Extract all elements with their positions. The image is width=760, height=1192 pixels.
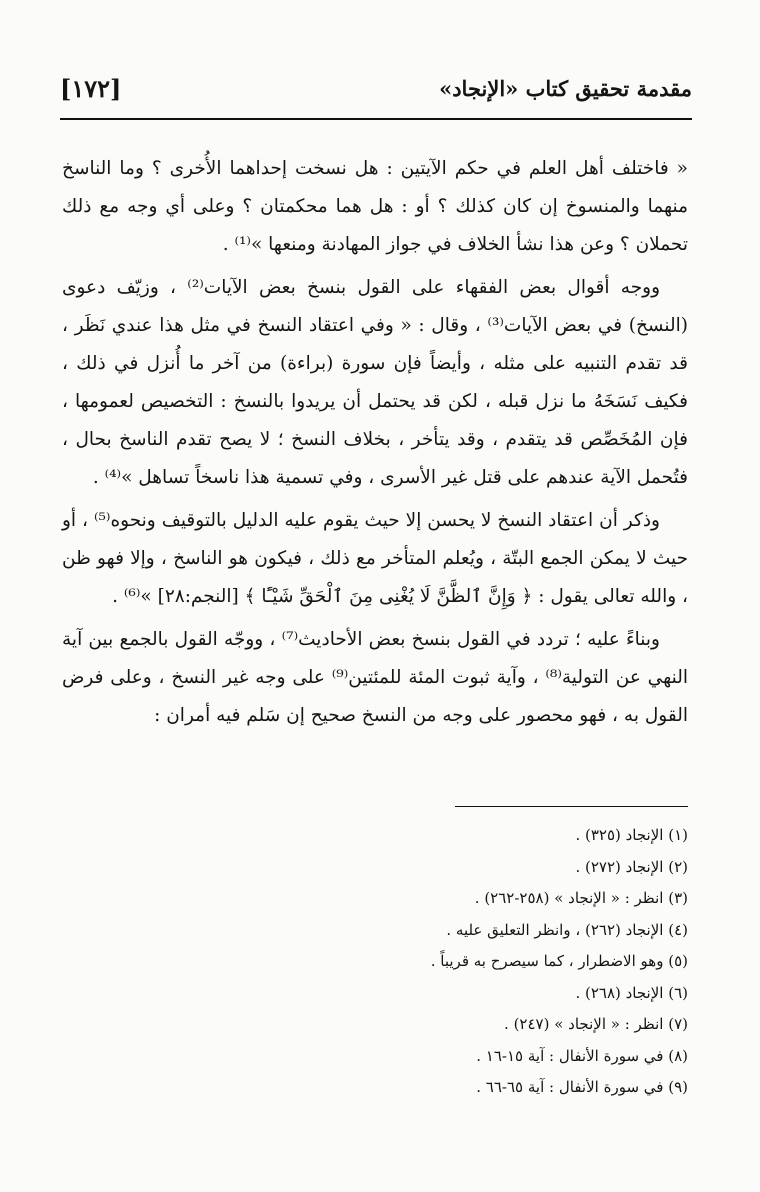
footnote-item: (٥) وهو الاضطرار ، كما سيصرح به قريباً . (430, 952, 688, 970)
footnote-item: (٤) الإنجاد (٢٦٢) ، وانظر التعليق عليه . (446, 920, 688, 939)
footnote-item: (٩) في سورة الأنفال : آية ٦٥-٦٦ . (476, 1078, 688, 1096)
page-number: [١٧٢] (60, 73, 122, 103)
running-title: مقدمة تحقيق كتاب «الإنجاد» (439, 75, 692, 101)
footnotes (62, 820, 688, 1104)
paragraph: ووجه أقوال بعض الفقهاء على القول بنسخ بعض الآيات⁽²⁾ ، وزيّف دعوى (النسخ) في بعض الآيات⁽³⁾ ، وقال : « وفي اعتقاد النسخ في مثل هذا عندي نَظَر ، قد تقدم التنبيه على مثله ، وأيضاً فإن سورة (براءة) من آخر ما أُنزل في ذلك ، فكيف نَسَخَهُ ما نزل قبله ، لكن قد يحتمل أن يريدوا بالنسخ : التخصيص لعمومها ، فإن المُخَصِّص قد يتقدم ، وقد يتأخر ، بخلاف النسخ ؛ لا يصح تقدم الناسخ بحال ، فتُحمل الآية عندهم على قتل غير الأسرى ، وفي تسمية هذا ناسخاً تساهل »⁽⁴⁾ . (62, 277, 688, 488)
page-header (60, 66, 692, 110)
footnote-item: (١) الإنجاد (٣٢٥) . (575, 826, 688, 844)
main-text (62, 150, 688, 740)
paragraph: وذكر أن اعتقاد النسخ لا يحسن إلا حيث يقوم عليه الدليل بالتوقيف ونحوه⁽⁵⁾ ، أو حيث لا يمكن الجمع البتّة ، ويُعلم المتأخر مع ذلك ، فيكون هو الناسخ ، وإلا فهو ظن ، والله تعالى يقول : ﴿ وَإِنَّ ٱلظَّنَّ لَا يُغْنِى مِنَ ٱلْحَقِّ شَيْـًٔا ﴾ [النجم:٢٨] »⁽⁶⁾ . (62, 510, 688, 607)
header-divider (60, 118, 692, 120)
footnote-item: (٦) الإنجاد (٢٦٨) . (575, 983, 688, 1002)
footnote-item: (٢) الإنجاد (٢٧٢) . (575, 857, 688, 876)
footnote-item: (٣) انظر : « الإنجاد » (٢٥٨-٢٦٢) . (474, 889, 688, 907)
footnote-divider (455, 806, 688, 807)
footnote-item: (٧) انظر : « الإنجاد » (٢٤٧) . (504, 1015, 688, 1033)
paragraph-quote: « فاختلف أهل العلم في حكم الآيتين : هل نسخت إحداهما الأُخرى ؟ وما الناسخ منهما والمنسوخ إن كان كذلك ؟ أو : هل هما محكمتان ؟ وعلى أي وجه مع ذلك تحملان ؟ وعن هذا نشأ الخلاف في جواز المهادنة ومنعها »⁽¹⁾ . (62, 158, 688, 255)
footnote-item: (٨) في سورة الأنفال : آية ١٥-١٦ . (476, 1046, 688, 1065)
paragraph: وبناءً عليه ؛ تردد في القول بنسخ بعض الأحاديث⁽⁷⁾ ، ووجّه القول بالجمع بين آية النهي عن التولية⁽⁸⁾ ، وآية ثبوت المئة للمئتين⁽⁹⁾ على وجه غير النسخ ، وعلى فرض القول به ، فهو محصور على وجه من النسخ صحيح إن سَلم فيه أمران : (62, 629, 688, 726)
